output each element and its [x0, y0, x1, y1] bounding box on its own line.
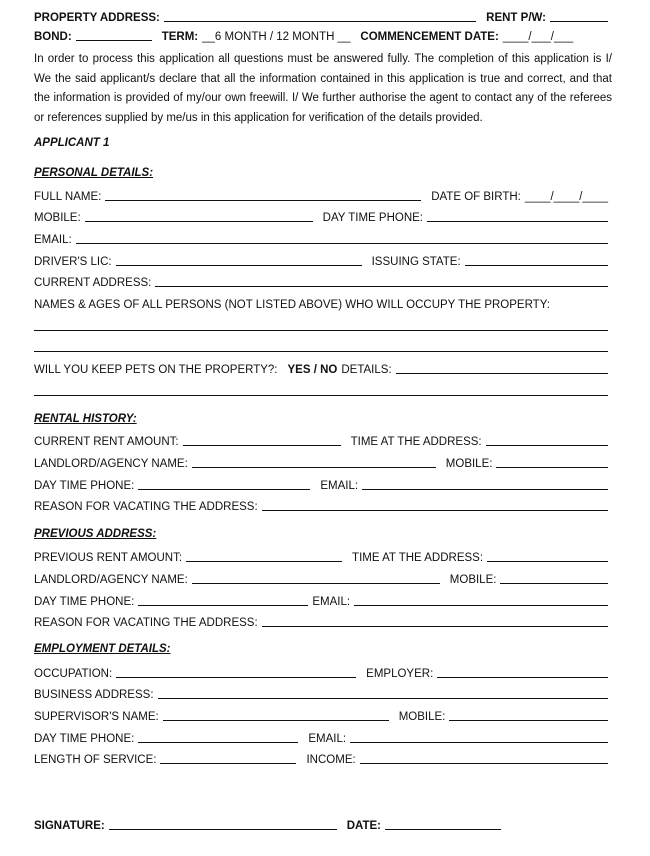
prev-day-phone-field[interactable] [138, 605, 308, 606]
prev-time-at-address-label: TIME AT THE ADDRESS: [352, 552, 484, 564]
supervisor-field[interactable] [163, 720, 389, 721]
reason-vacating-row [34, 497, 608, 513]
property-address-field[interactable] [164, 21, 476, 22]
prev-reason-label: REASON FOR VACATING THE ADDRESS: [34, 617, 258, 629]
emp-day-phone-field[interactable] [138, 742, 298, 743]
prev-day-phone-row [34, 592, 608, 608]
signature-row [34, 816, 608, 832]
issuing-state-label: ISSUING STATE: [371, 256, 461, 268]
pets-label: WILL YOU KEEP PETS ON THE PROPERTY?: [34, 364, 278, 376]
occupants-row [34, 295, 608, 311]
pets-details-line-2[interactable] [34, 395, 608, 396]
emp-day-phone-row [34, 729, 608, 745]
previous-address-heading: PREVIOUS ADDRESS: [34, 528, 157, 540]
emp-mobile-label: MOBILE: [398, 711, 446, 723]
occupants-line-2[interactable] [34, 351, 608, 352]
property-address-row [34, 8, 608, 24]
time-at-address-field[interactable] [486, 445, 608, 446]
date-label: DATE: [346, 820, 381, 832]
business-address-label: BUSINESS ADDRESS: [34, 689, 154, 701]
prev-time-at-address-field[interactable] [487, 561, 608, 562]
rental-history-heading: RENTAL HISTORY: [34, 413, 137, 425]
bond-label: BOND: [34, 31, 72, 43]
length-of-service-field[interactable] [160, 763, 296, 764]
previous-rent-row [34, 548, 608, 564]
emp-email-label: EMAIL: [308, 733, 347, 745]
income-field[interactable] [360, 763, 608, 764]
occupants-label: NAMES & AGES OF ALL PERSONS (NOT LISTED ABOVE) WHO WILL OCCUPY THE PROPERTY: [34, 299, 550, 311]
current-rent-label: CURRENT RENT AMOUNT: [34, 436, 179, 448]
prev-day-phone-label: DAY TIME PHONE: [34, 596, 135, 608]
reason-vacating-label: REASON FOR VACATING THE ADDRESS: [34, 501, 258, 513]
supervisor-row [34, 707, 608, 723]
prev-reason-row [34, 613, 608, 629]
full-name-row [34, 187, 608, 203]
email-field[interactable] [76, 243, 608, 244]
mobile-label: MOBILE: [34, 212, 81, 224]
commencement-date-field[interactable]: ____/___/___ [502, 31, 574, 43]
prev-email-label: EMAIL: [312, 596, 351, 608]
emp-day-phone-label: DAY TIME PHONE: [34, 733, 135, 745]
date-field[interactable] [385, 829, 501, 830]
length-of-service-label: LENGTH OF SERVICE: [34, 754, 157, 766]
day-phone-field[interactable] [427, 221, 608, 222]
email-label: EMAIL: [34, 234, 72, 246]
landlord-mobile-field[interactable] [496, 467, 608, 468]
mobile-row [34, 208, 608, 224]
current-address-row [34, 273, 608, 289]
day-phone-label: DAY TIME PHONE: [322, 212, 423, 224]
pets-row [34, 360, 608, 376]
prev-reason-field[interactable] [262, 626, 608, 627]
landlord-day-phone-label: DAY TIME PHONE: [34, 480, 135, 492]
supervisor-label: SUPERVISOR'S NAME: [34, 711, 159, 723]
pets-details-field[interactable] [396, 373, 608, 374]
signature-field[interactable] [109, 829, 337, 830]
occupation-label: OCCUPATION: [34, 668, 113, 680]
landlord-day-phone-field[interactable] [138, 489, 310, 490]
term-options[interactable]: __6 MONTH / 12 MONTH __ [202, 31, 351, 43]
bond-row [34, 27, 608, 43]
full-name-label: FULL NAME: [34, 191, 102, 203]
employer-label: EMPLOYER: [366, 668, 434, 680]
length-of-service-row [34, 750, 608, 766]
rent-field[interactable] [550, 21, 608, 22]
pets-details-label: DETAILS: [341, 364, 392, 376]
current-rent-row [34, 432, 608, 448]
full-name-field[interactable] [105, 200, 421, 201]
issuing-state-field[interactable] [465, 265, 608, 266]
intro-paragraph: In order to process this application all questions must be answered fully. The completion of this application is I/ We the said applicant/s declare that all the information contained in this application is true and correct, and that the information is provided of my/our own freewill. I/ We further authorise the agent to contact any of the referees or references supplied by me/us in this application for verification of the details provided. [34, 53, 612, 124]
prev-mobile-field[interactable] [500, 583, 608, 584]
emp-mobile-field[interactable] [449, 720, 608, 721]
reason-vacating-field[interactable] [262, 510, 608, 511]
employment-heading: EMPLOYMENT DETAILS: [34, 643, 171, 655]
business-address-row [34, 685, 608, 701]
prev-landlord-label: LANDLORD/AGENCY NAME: [34, 574, 188, 586]
landlord-field[interactable] [192, 467, 436, 468]
occupation-row [34, 664, 608, 680]
mobile-field[interactable] [85, 221, 313, 222]
previous-rent-label: PREVIOUS RENT AMOUNT: [34, 552, 183, 564]
drivers-lic-field[interactable] [116, 265, 362, 266]
landlord-label: LANDLORD/AGENCY NAME: [34, 458, 188, 470]
bond-field[interactable] [76, 40, 152, 41]
emp-email-field[interactable] [350, 742, 608, 743]
current-address-field[interactable] [155, 286, 608, 287]
personal-details-heading: PERSONAL DETAILS: [34, 167, 154, 179]
prev-mobile-label: MOBILE: [449, 574, 497, 586]
current-rent-field[interactable] [183, 445, 341, 446]
landlord-day-phone-row [34, 476, 608, 492]
dob-field[interactable]: ____/____/____ [524, 191, 608, 203]
employer-field[interactable] [437, 677, 608, 678]
income-label: INCOME: [306, 754, 356, 766]
prev-landlord-row [34, 570, 608, 586]
email-row [34, 230, 608, 246]
rent-label: RENT P/W: [486, 12, 546, 24]
signature-label: SIGNATURE: [34, 820, 105, 832]
landlord-mobile-label: MOBILE: [445, 458, 493, 470]
dob-label: DATE OF BIRTH: [431, 191, 521, 203]
commencement-label: COMMENCEMENT DATE: [360, 31, 499, 43]
previous-rent-field[interactable] [186, 561, 342, 562]
occupation-field[interactable] [116, 677, 356, 678]
landlord-email-field[interactable] [362, 489, 608, 490]
term-label: TERM: [161, 31, 199, 43]
landlord-row [34, 454, 608, 470]
prev-landlord-field[interactable] [192, 583, 440, 584]
pets-yes-no[interactable]: YES / NO [287, 364, 338, 376]
prev-email-field[interactable] [354, 605, 608, 606]
landlord-email-label: EMAIL: [320, 480, 359, 492]
occupants-line-1[interactable] [34, 330, 608, 331]
time-at-address-label: TIME AT THE ADDRESS: [350, 436, 482, 448]
applicant-heading: APPLICANT 1 [34, 137, 110, 149]
business-address-field[interactable] [158, 698, 608, 699]
property-address-label: PROPERTY ADDRESS: [34, 12, 160, 24]
current-address-label: CURRENT ADDRESS: [34, 277, 152, 289]
drivers-lic-label: DRIVER'S LIC: [34, 256, 112, 268]
drivers-lic-row [34, 252, 608, 268]
